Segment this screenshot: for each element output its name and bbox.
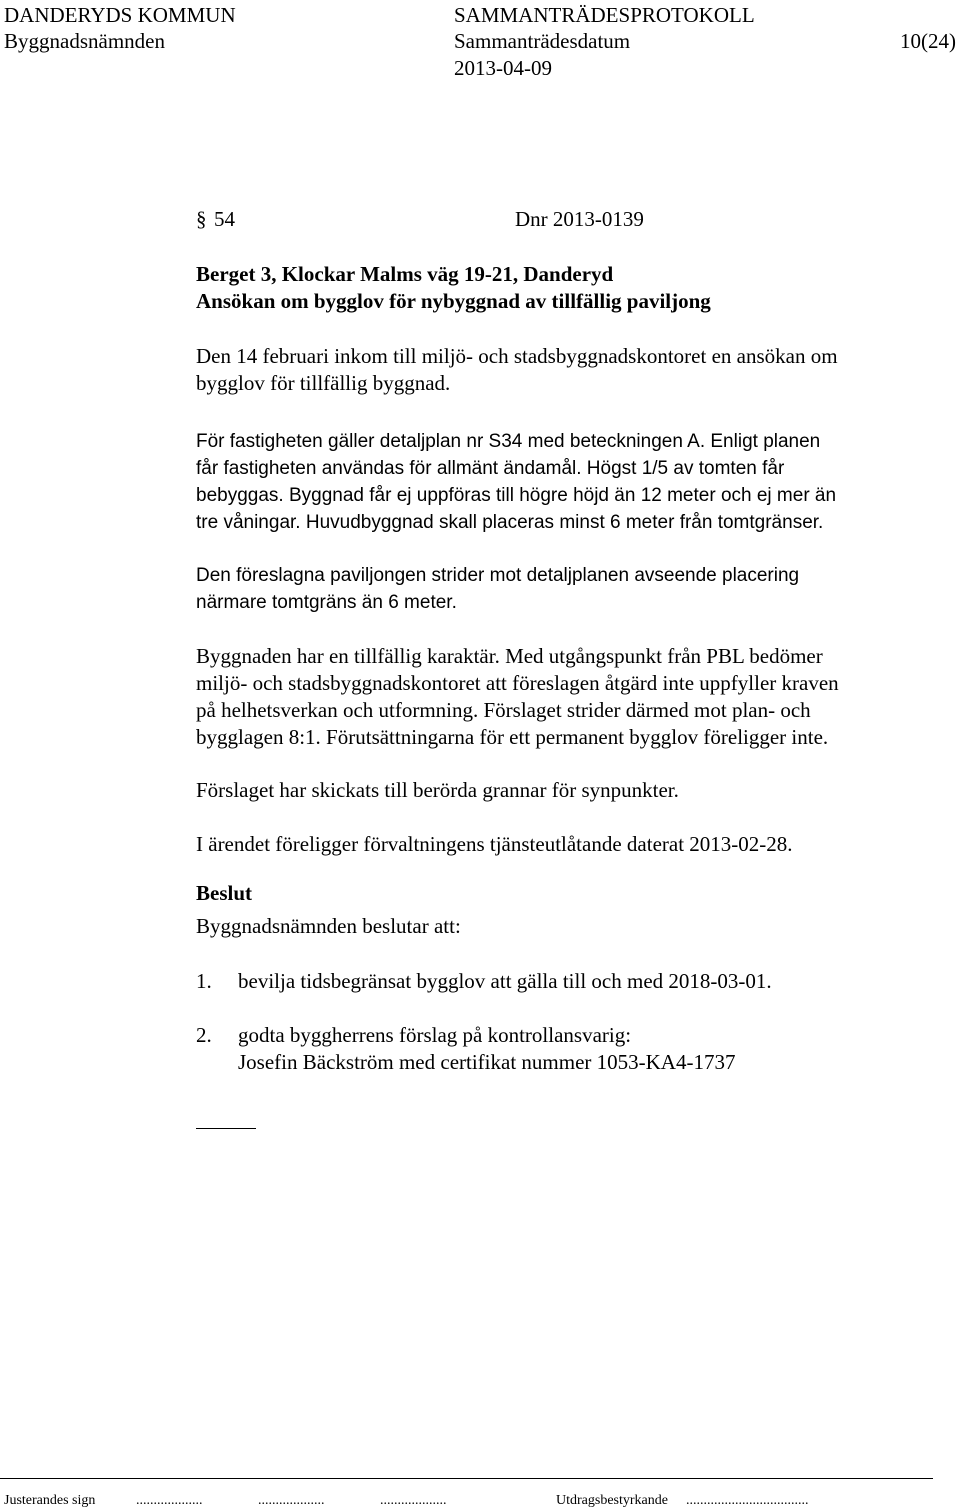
- decision-heading: Beslut: [196, 881, 253, 905]
- section-number: 54: [214, 207, 235, 231]
- page-number: 10(24): [900, 29, 956, 53]
- paragraph-line: Byggnaden har en tillfällig karaktär. Med utgångspunkt från PBL bedömer: [196, 644, 823, 668]
- paragraph-line: Den föreslagna paviljongen strider mot detaljplanen avseende placering: [196, 565, 800, 586]
- paragraph-line: Den 14 februari inkom till miljö- och stadsbyggnadskontoret en ansökan om: [196, 344, 838, 368]
- paragraph-6: [196, 831, 926, 858]
- excerpt-label: Utdragsbestyrkande: [556, 1493, 668, 1508]
- meeting-date-label: Sammanträdesdatum: [454, 29, 631, 53]
- document-type: SAMMANTRÄDESPROTOKOLL: [454, 3, 755, 27]
- paragraph-3: [196, 562, 926, 616]
- paragraph-line: Förslaget har skickats till berörda grannar för synpunkter.: [196, 778, 679, 802]
- excerpt-dots: ...................................: [686, 1493, 809, 1508]
- section-symbol: §: [196, 207, 207, 231]
- paragraph-line: bebyggas. Byggnad får ej uppföras till högre höjd än 12 meter och ej mer än: [196, 485, 837, 506]
- decision-intro: Byggnadsnämnden beslutar att:: [196, 914, 461, 938]
- decision-item-text: godta byggherrens förslag på kontrollansvarig:: [238, 1023, 632, 1047]
- board-name: Byggnadsnämnden: [4, 29, 165, 53]
- footer-divider: [0, 1478, 933, 1479]
- signature-dots: ...................: [380, 1493, 447, 1508]
- paragraph-line: I ärendet föreligger förvaltningens tjänsteutlåtande daterat 2013-02-28.: [196, 832, 793, 856]
- signature-dots: ...................: [258, 1493, 325, 1508]
- decision-item-number: 1.: [196, 969, 212, 993]
- paragraph-5: [196, 777, 926, 804]
- decision-item-text: Josefin Bäckström med certifikat nummer 1053-KA4-1737: [238, 1050, 736, 1074]
- end-rule: [196, 1128, 256, 1129]
- signature-dots: ...................: [136, 1493, 203, 1508]
- paragraph-line: bygglagen 8:1. Förutsättningarna för ett permanent bygglov föreligger inte.: [196, 725, 829, 749]
- org-name: DANDERYDS KOMMUN: [4, 3, 236, 27]
- title-line-1: Berget 3, Klockar Malms väg 19-21, Danderyd: [196, 262, 614, 286]
- paragraph-line: miljö- och stadsbyggnadskontoret att föreslagen åtgärd inte uppfyller kraven: [196, 671, 839, 695]
- diary-number: Dnr 2013-0139: [515, 207, 644, 231]
- paragraph-4: [196, 643, 926, 751]
- paragraph-line: får fastigheten användas för allmänt ändamål. Högst 1/5 av tomten får: [196, 458, 785, 479]
- decision-item-number: 2.: [196, 1023, 212, 1047]
- decision-item-text: bevilja tidsbegränsat bygglov att gälla till och med 2018-03-01.: [238, 969, 772, 993]
- paragraph-line: bygglov för tillfällig byggnad.: [196, 371, 451, 395]
- paragraph-line: på helhetsverkan och utformning. Förslaget strider därmed mot plan- och: [196, 698, 811, 722]
- title-line-2: Ansökan om bygglov för nybyggnad av tillfällig paviljong: [196, 289, 711, 313]
- signature-label: Justerandes sign: [4, 1493, 96, 1508]
- paragraph-line: För fastigheten gäller detaljplan nr S34 med beteckningen A. Enligt planen: [196, 431, 821, 452]
- paragraph-line: närmare tomtgräns än 6 meter.: [196, 592, 457, 613]
- paragraph-2: [196, 428, 926, 536]
- paragraph-1: [196, 343, 926, 397]
- meeting-date: 2013-04-09: [454, 56, 552, 80]
- paragraph-line: tre våningar. Huvudbyggnad skall placeras minst 6 meter från tomtgränser.: [196, 512, 824, 533]
